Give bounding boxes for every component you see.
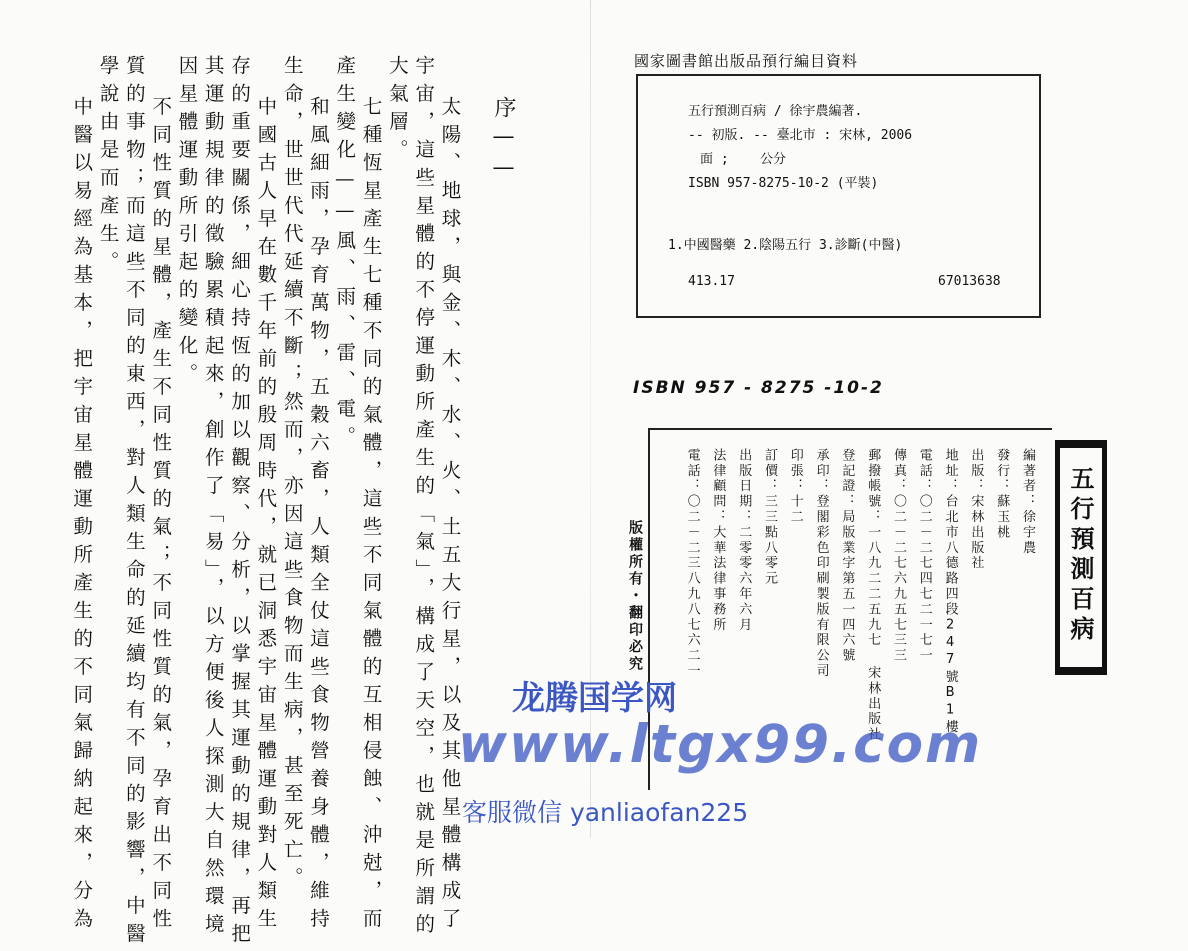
cip-isbn-line: ISBN 957-8275-10-2 (平裝) — [688, 176, 879, 191]
cip-header: 國家圖書館出版品預行編目資料 — [634, 52, 859, 70]
preface-column: 產生變化——風、雨、雷、電。 — [333, 55, 357, 454]
colophon-entry: 法律顧問：大華法律事務所 — [710, 448, 726, 633]
cip-class-number: 413.17 — [688, 274, 735, 289]
preface-column: 學說由是而產生。 — [96, 55, 120, 279]
preface-column: 存的重要關係，細心持恆的加以觀察、分析，以掌握其運動的規律，再把 — [228, 55, 252, 951]
book-title: 五行預測百病 — [1066, 466, 1095, 646]
isbn-barcode-text: ISBN 957 - 8275 -10-2 — [633, 378, 884, 398]
cip-subjects-line: 1.中國醫藥 2.陰陽五行 3.診斷(中醫) — [668, 238, 903, 253]
colophon-entry: 訂價：三三點八零元 — [762, 448, 777, 587]
colophon-entry: 電話：〇二－二三八九八七六二一 — [684, 448, 700, 679]
preface-column: 太陽、地球，與金、木、水、火、土五大行星，以及其他星體構成了 — [438, 96, 462, 936]
copyright-notice: 版權所有・翻印必究 — [627, 520, 643, 673]
cip-edition-line: -- 初版. -- 臺北市 : 宋林, 2006 — [688, 128, 913, 143]
colophon-entry: 編著者：徐宇農 — [1020, 448, 1035, 556]
colophon-entry: 發行：蘇玉桃 — [994, 448, 1010, 541]
preface-column: 生命，世世代代延續不斷；然而，亦因這些食物而生病，甚至死亡。 — [280, 55, 304, 895]
preface-column: 大氣層。 — [385, 55, 409, 167]
colophon-entry: 出版日期：二零零六年六月 — [736, 448, 752, 633]
watermark-url: www.ltgx99.com — [458, 714, 983, 775]
colophon-entry: 電話：〇二－二七四七二一七一 — [916, 448, 932, 664]
preface-column: 宇宙，這些星體的不停運動所產生的「氣」，構成了天空，也就是所謂的 — [412, 55, 436, 942]
colophon-entry: 出版：宋林出版社 — [968, 448, 984, 572]
preface-column: 不同性質的星體，產生不同性質的氣；不同性質的氣，孕育出不同性 — [149, 96, 173, 936]
colophon-entry: 承印：登閣彩色印刷製版有限公司 — [813, 448, 829, 679]
preface-column: 其運動規律的徵驗累積起來，創作了「易」，以方便後人探測大自然環境 — [201, 55, 225, 942]
colophon-entry: 印張：十二 — [787, 448, 803, 525]
colophon-entry: 郵撥帳號：一八九二二五九七 宋林出版社 — [865, 448, 881, 743]
colophon-entry: 地址：台北市八德路四段247號B1樓 — [942, 448, 958, 736]
cip-record-box — [636, 74, 1041, 318]
cip-title-line: 五行預測百病 / 徐宇農編著. — [688, 104, 863, 119]
watermark-contact: 客服微信 yanliaofan225 — [462, 798, 749, 827]
cip-record-number: 67013638 — [938, 274, 1001, 289]
preface-column: 和風細雨，孕育萬物，五穀六畜，人類全仗這些食物營養身體，維持 — [307, 96, 330, 936]
colophon-entry: 登記證：局版業字第五一四六號 — [839, 448, 855, 664]
preface-column: 中國古人早在數千年前的殷周時代，就已洞悉宇宙星體運動對人類生 — [254, 96, 278, 936]
preface-column: 七種恆星產生七種不同的氣體，這些不同氣體的互相侵蝕、沖尅，而 — [359, 96, 383, 936]
preface-column: 中醫以易經為基本，把宇宙星體運動所產生的不同氣歸納起來，分為 — [70, 96, 94, 936]
preface-column: 因星體運動所引起的變化。 — [175, 55, 199, 391]
watermark-site-name: 龙腾国学网 — [512, 678, 677, 717]
colophon-entry: 傳真：〇二－二七六九五七三三 — [891, 448, 906, 664]
preface-heading: 序—— — [491, 96, 516, 186]
preface-column: 質的事物；而這些不同的東西，對人類生命的延續均有不同的影響，中醫 — [122, 55, 146, 951]
cip-pages-line: 面 ; 公分 — [700, 152, 786, 167]
